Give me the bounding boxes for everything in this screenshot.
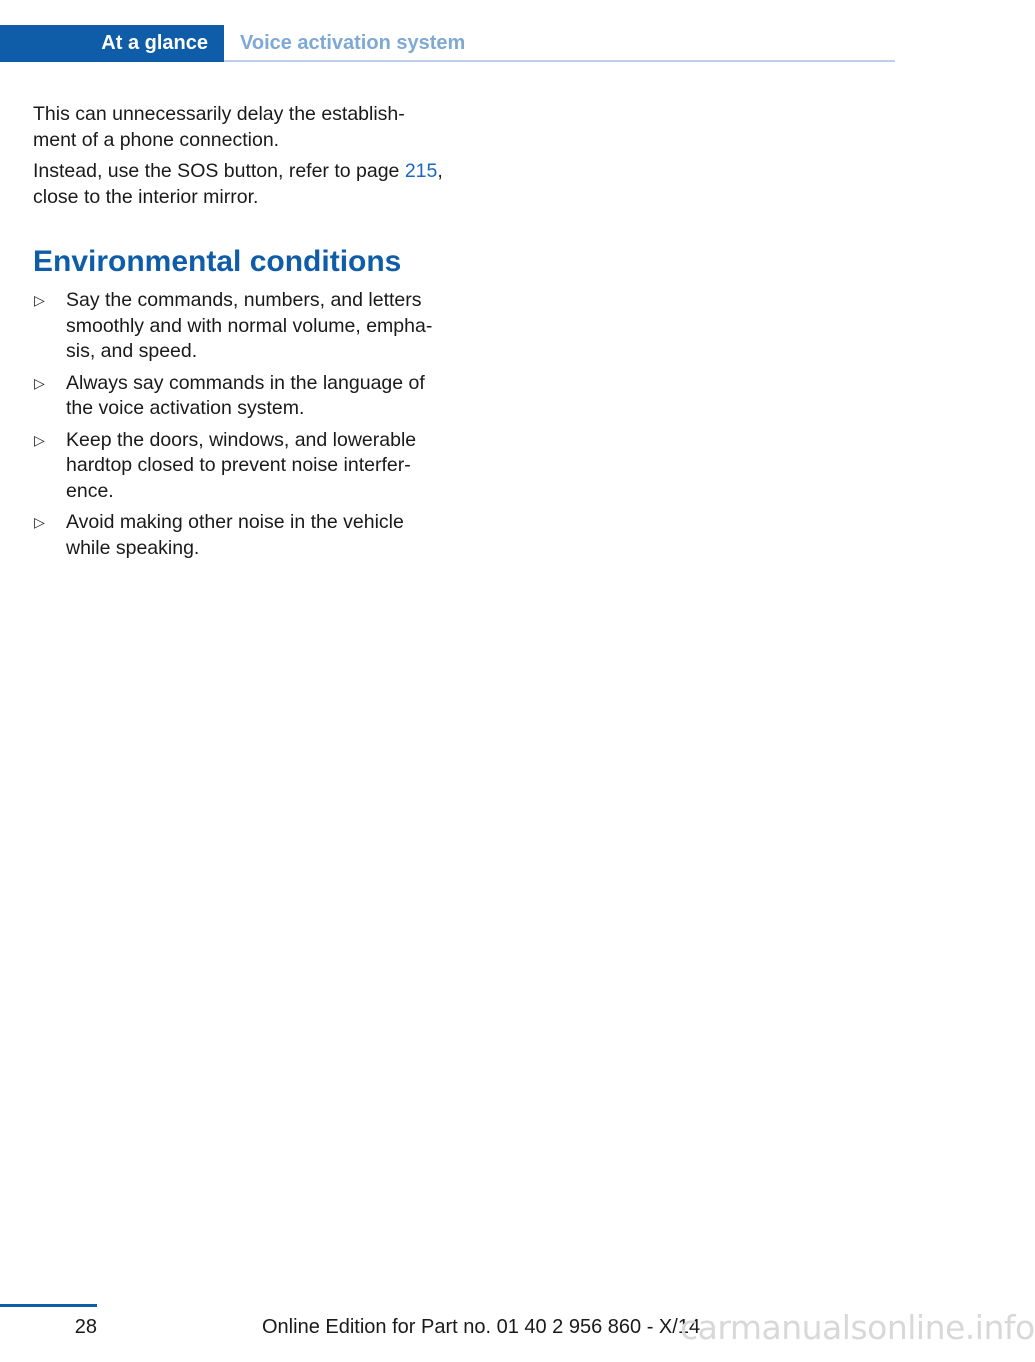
intro-paragraph-1: This can unnecessarily delay the establish‐ment of a phone connection. bbox=[33, 103, 405, 151]
list-item-text: Say the commands, numbers, and letters smoothly and with normal volume, empha‐sis, and speed. bbox=[66, 289, 433, 362]
list-item-text: Always say commands in the language of the voice activation system. bbox=[66, 371, 425, 419]
intro-text-before-link: Instead, use the SOS button, refer to page bbox=[33, 160, 405, 182]
header-section-label: At a glance bbox=[0, 25, 224, 62]
list-item bbox=[33, 371, 443, 422]
triangle-right-icon: ▷ bbox=[34, 431, 45, 448]
list-item bbox=[33, 510, 443, 561]
triangle-right-icon: ▷ bbox=[34, 292, 45, 308]
main-content bbox=[33, 102, 443, 567]
intro-text-after-link: , close to the interior mirror. bbox=[33, 160, 443, 208]
section-heading: Environmental conditions bbox=[33, 245, 402, 278]
page-header bbox=[0, 25, 895, 62]
triangle-right-icon: ▷ bbox=[34, 374, 45, 391]
header-rule bbox=[224, 60, 895, 62]
triangle-right-icon: ▷ bbox=[34, 514, 45, 530]
page-reference-link[interactable]: 215 bbox=[404, 160, 438, 182]
page-number: 28 bbox=[74, 1316, 97, 1338]
list-item bbox=[33, 428, 443, 505]
watermark: carmanualsonline.info bbox=[680, 1308, 1035, 1347]
header-topic-label: Voice activation system bbox=[240, 32, 466, 54]
list-item-text: Avoid making other noise in the vehicle while speaking. bbox=[66, 511, 404, 559]
edition-text: Online Edition for Part no. 01 40 2 956 860 - X/14 bbox=[262, 1316, 701, 1338]
list-item-text: Keep the doors, windows, and lowerable hardtop closed to prevent noise interfer‐ence. bbox=[66, 428, 417, 502]
list-item bbox=[33, 288, 443, 365]
conditions-list bbox=[33, 288, 443, 561]
footer-rule bbox=[0, 1304, 97, 1307]
intro-paragraph-2 bbox=[33, 159, 443, 210]
